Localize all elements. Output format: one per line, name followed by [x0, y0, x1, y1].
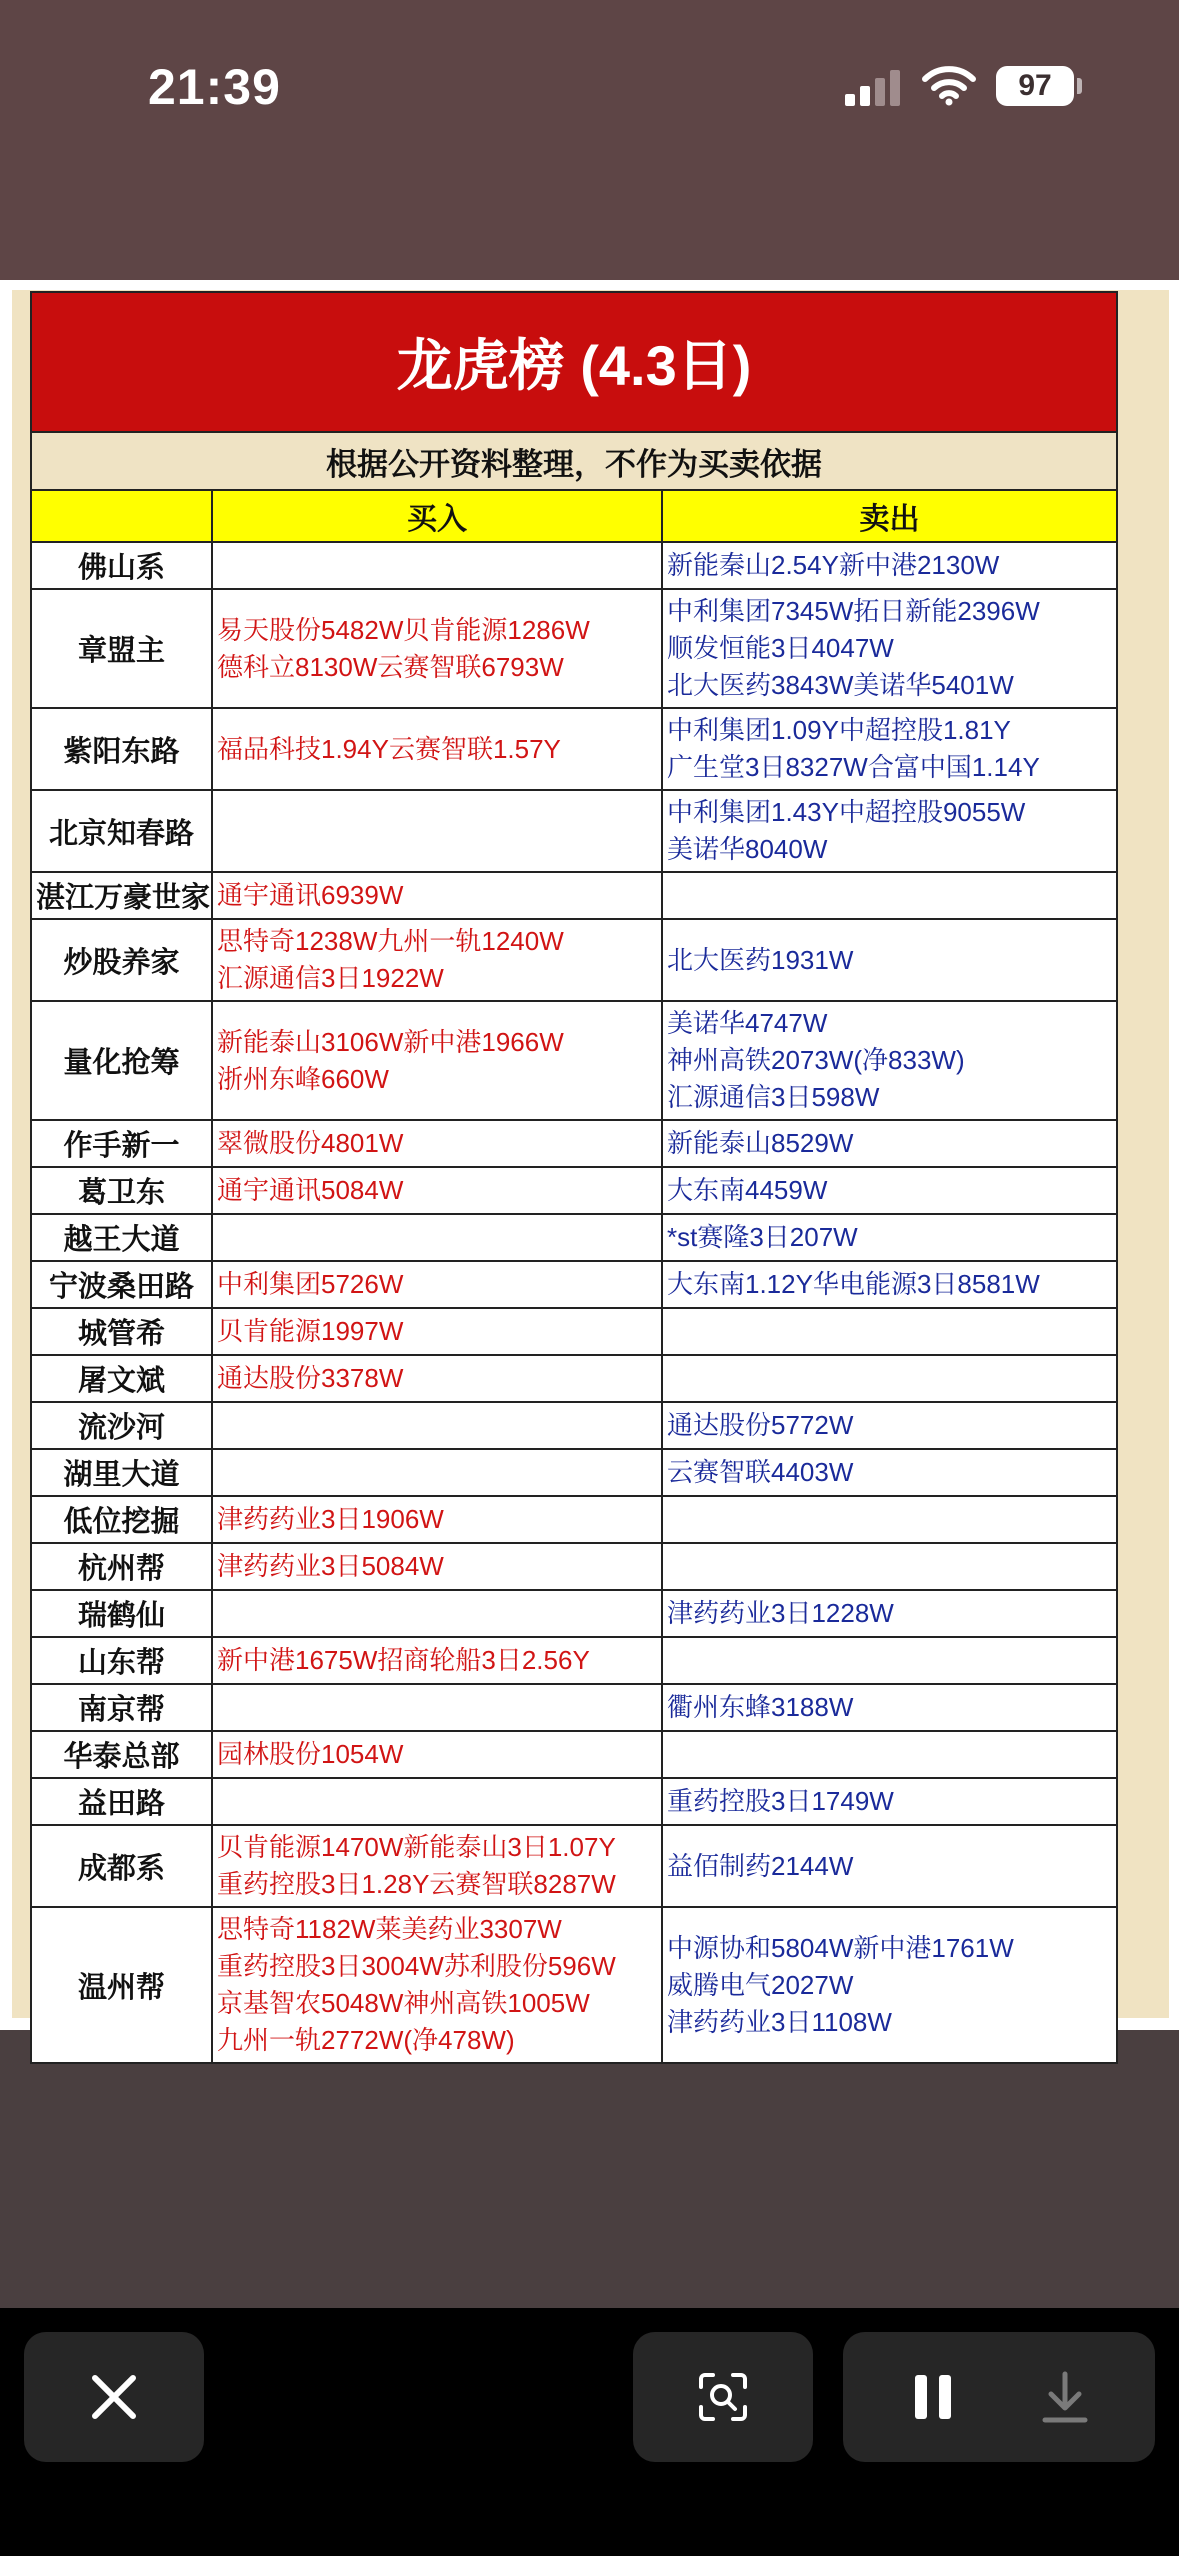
buy-cell — [212, 1496, 662, 1543]
buy-cell — [212, 1355, 662, 1402]
buy-entry: 新中港1675W招商轮船3日2.56Y — [217, 1645, 590, 1675]
sell-cell — [662, 542, 1117, 589]
buy-entry: 贝肯能源1997W — [217, 1316, 404, 1346]
sell-cell — [662, 1214, 1117, 1261]
sell-entry: 中利集团1.43Y中超控股9055W — [667, 797, 1026, 827]
seat-name: 低位挖掘 — [31, 1496, 212, 1543]
pause-icon — [915, 2375, 951, 2419]
visual-lookup-button[interactable] — [633, 2332, 813, 2462]
buy-entry: 重药控股3日3004W苏利股份596W — [217, 1951, 616, 1981]
sell-entry: 中利集团7345W拓日新能2396W — [667, 596, 1040, 626]
sell-cell — [662, 1637, 1117, 1684]
seat-name: 杭州帮 — [31, 1543, 212, 1590]
sell-entry: 顺发恒能3日4047W — [667, 633, 894, 663]
battery-icon: 97 — [996, 66, 1074, 106]
sell-cell — [662, 1308, 1117, 1355]
save-button[interactable] — [1041, 2370, 1089, 2424]
table-row — [31, 1731, 1117, 1778]
sell-entry: 广生堂3日8327W合富中国1.14Y — [667, 752, 1040, 782]
table-row — [31, 1684, 1117, 1731]
seat-name: 湛江万豪世家 — [31, 872, 212, 919]
buy-entry: 通宇通讯5084W — [217, 1175, 404, 1205]
sell-cell — [662, 589, 1117, 708]
sell-cell — [662, 1825, 1117, 1907]
sell-cell — [662, 1261, 1117, 1308]
buy-cell — [212, 1120, 662, 1167]
table-row — [31, 1590, 1117, 1637]
seat-name: 湖里大道 — [31, 1449, 212, 1496]
seat-name: 华泰总部 — [31, 1731, 212, 1778]
close-icon — [91, 2374, 137, 2420]
table-row — [31, 1355, 1117, 1402]
table-row — [31, 1449, 1117, 1496]
sell-cell — [662, 1684, 1117, 1731]
sell-cell — [662, 919, 1117, 1001]
table-row — [31, 1001, 1117, 1120]
seat-name: 北京知春路 — [31, 790, 212, 872]
sell-entry: 新能秦山2.54Y新中港2130W — [667, 550, 1000, 580]
seat-name: 佛山系 — [31, 542, 212, 589]
sell-cell — [662, 1167, 1117, 1214]
table-row — [31, 1261, 1117, 1308]
sell-entry: 中利集团1.09Y中超控股1.81Y — [667, 715, 1011, 745]
buy-cell — [212, 1214, 662, 1261]
sell-entry: 美诺华8040W — [667, 834, 828, 864]
table-row — [31, 872, 1117, 919]
buy-cell — [212, 1731, 662, 1778]
seat-name: 葛卫东 — [31, 1167, 212, 1214]
table-row — [31, 542, 1117, 589]
seat-name: 南京帮 — [31, 1684, 212, 1731]
sell-entry: 云赛智联4403W — [667, 1457, 854, 1487]
buy-entry: 重药控股3日1.28Y云赛智联8287W — [217, 1869, 616, 1899]
buy-cell — [212, 1637, 662, 1684]
table-row — [31, 1778, 1117, 1825]
seat-name: 炒股养家 — [31, 919, 212, 1001]
table-row — [31, 1214, 1117, 1261]
sell-cell — [662, 1496, 1117, 1543]
header-blank — [31, 490, 212, 542]
sell-cell — [662, 1778, 1117, 1825]
table-row — [31, 1825, 1117, 1907]
buy-cell — [212, 542, 662, 589]
table-row — [31, 919, 1117, 1001]
sell-entry: 大东南4459W — [667, 1175, 828, 1205]
header-row — [31, 490, 1117, 542]
table-row — [31, 1402, 1117, 1449]
table-row — [31, 1543, 1117, 1590]
status-bar — [0, 0, 1179, 280]
table-title: 龙虎榜 (4.3日) — [31, 292, 1117, 432]
sell-cell — [662, 1402, 1117, 1449]
buy-entry: 新能泰山3106W新中港1966W — [217, 1026, 564, 1057]
buy-cell — [212, 872, 662, 919]
subtitle-row — [31, 432, 1117, 490]
buy-cell — [212, 919, 662, 1001]
sell-entry: *st赛隆3日207W — [667, 1222, 858, 1252]
buy-entry: 思特奇1182W莱美药业3307W — [217, 1914, 562, 1944]
seat-name: 流沙河 — [31, 1402, 212, 1449]
sell-cell — [662, 1731, 1117, 1778]
pause-button[interactable] — [913, 2373, 953, 2421]
header-buy: 买入 — [212, 490, 662, 542]
seat-name: 成都系 — [31, 1825, 212, 1907]
seat-name: 章盟主 — [31, 589, 212, 708]
signal-icon — [845, 70, 905, 106]
sell-cell — [662, 1590, 1117, 1637]
buy-cell — [212, 1778, 662, 1825]
sell-entry: 益佰制药2144W — [667, 1850, 854, 1881]
table-row — [31, 790, 1117, 872]
seat-name: 作手新一 — [31, 1120, 212, 1167]
seat-name: 山东帮 — [31, 1637, 212, 1684]
table-row — [31, 1167, 1117, 1214]
media-controls — [843, 2332, 1155, 2462]
buy-entry: 贝肯能源1470W新能泰山3日1.07Y — [217, 1832, 616, 1862]
sell-cell — [662, 872, 1117, 919]
table-subtitle: 根据公开资料整理，不作为买卖依据 — [31, 432, 1117, 490]
seat-name: 益田路 — [31, 1778, 212, 1825]
visual-search-icon — [697, 2371, 749, 2423]
table-row — [31, 1308, 1117, 1355]
table-row — [31, 708, 1117, 790]
buy-entry: 汇源通信3日1922W — [217, 963, 444, 993]
sell-entry: 神州高铁2073W(净833W) — [667, 1045, 965, 1075]
download-icon — [1045, 2374, 1085, 2420]
seat-name: 越王大道 — [31, 1214, 212, 1261]
sell-cell — [662, 1449, 1117, 1496]
status-time: 21:39 — [148, 59, 281, 115]
title-row — [31, 292, 1117, 432]
buy-cell — [212, 1449, 662, 1496]
seat-name: 宁波桑田路 — [31, 1261, 212, 1308]
sell-cell — [662, 1120, 1117, 1167]
sell-cell — [662, 708, 1117, 790]
seat-name: 屠文斌 — [31, 1355, 212, 1402]
sell-entry: 威腾电气2027W — [667, 1969, 854, 2000]
sell-entry: 衢州东蜂3188W — [667, 1692, 854, 1722]
buy-entry: 福品科技1.94Y云赛智联1.57Y — [217, 733, 561, 764]
buy-entry: 翠微股份4801W — [217, 1128, 404, 1158]
buy-entry: 中利集团5726W — [217, 1269, 404, 1299]
seat-name: 瑞鹤仙 — [31, 1590, 212, 1637]
buy-entry: 浙州东峰660W — [217, 1063, 389, 1094]
buy-entry: 通达股份3378W — [217, 1363, 404, 1393]
table-row — [31, 1496, 1117, 1543]
seat-name: 量化抢筹 — [31, 1001, 212, 1120]
sell-entry: 美诺华4747W — [667, 1008, 828, 1038]
buy-cell — [212, 1001, 662, 1120]
sell-entry: 中源协和5804W新中港1761W — [667, 1932, 1014, 1963]
buy-cell — [212, 589, 662, 708]
buy-entry: 京基智农5048W神州高铁1005W — [217, 1988, 590, 2018]
sell-entry: 重药控股3日1749W — [667, 1786, 894, 1816]
buy-entry: 九州一轨2772W(净478W) — [217, 2025, 515, 2055]
table-row — [31, 1637, 1117, 1684]
sell-entry: 北大医药1931W — [667, 944, 854, 975]
table-row — [31, 1907, 1117, 2063]
table-body — [31, 292, 1117, 2063]
buy-entry: 思特奇1238W九州一轨1240W — [217, 926, 564, 956]
header-sell: 卖出 — [662, 490, 1117, 542]
sell-entry: 津药药业3日1228W — [667, 1598, 894, 1628]
buy-cell — [212, 1308, 662, 1355]
buy-entry: 园林股份1054W — [217, 1739, 404, 1769]
battery-tip — [1077, 78, 1082, 94]
close-button[interactable] — [24, 2332, 204, 2462]
buy-cell — [212, 1907, 662, 2063]
buy-cell — [212, 1402, 662, 1449]
buy-entry: 易天股份5482W贝肯能源1286W — [217, 614, 590, 645]
buy-entry: 津药药业3日5084W — [217, 1551, 444, 1581]
dragon-tiger-table — [30, 291, 1118, 2064]
buy-cell — [212, 790, 662, 872]
table-row — [31, 589, 1117, 708]
sell-entry: 通达股份5772W — [667, 1410, 854, 1440]
sell-cell — [662, 1001, 1117, 1120]
sell-cell — [662, 790, 1117, 872]
buy-entry: 津药药业3日1906W — [217, 1504, 444, 1534]
sell-entry: 津药药业3日1108W — [667, 2006, 892, 2037]
table-row — [31, 1120, 1117, 1167]
sell-cell — [662, 1355, 1117, 1402]
seat-name: 紫阳东路 — [31, 708, 212, 790]
buy-cell — [212, 1684, 662, 1731]
sell-entry: 大东南1.12Y华电能源3日8581W — [667, 1269, 1040, 1299]
sell-entry: 汇源通信3日598W — [667, 1082, 880, 1112]
buy-cell — [212, 1825, 662, 1907]
buy-entry: 德科立8130W云赛智联6793W — [217, 651, 564, 682]
buy-cell — [212, 1167, 662, 1214]
seat-name: 温州帮 — [31, 1907, 212, 2063]
seat-name: 城管希 — [31, 1308, 212, 1355]
sell-cell — [662, 1543, 1117, 1590]
buy-entry: 通宇通讯6939W — [217, 880, 404, 910]
buy-cell — [212, 1543, 662, 1590]
sell-cell — [662, 1907, 1117, 2063]
buy-cell — [212, 1261, 662, 1308]
wifi-icon — [922, 66, 976, 106]
sell-entry: 新能泰山8529W — [667, 1128, 854, 1158]
sell-entry: 北大医药3843W美诺华5401W — [667, 670, 1014, 700]
buy-cell — [212, 1590, 662, 1637]
buy-cell — [212, 708, 662, 790]
